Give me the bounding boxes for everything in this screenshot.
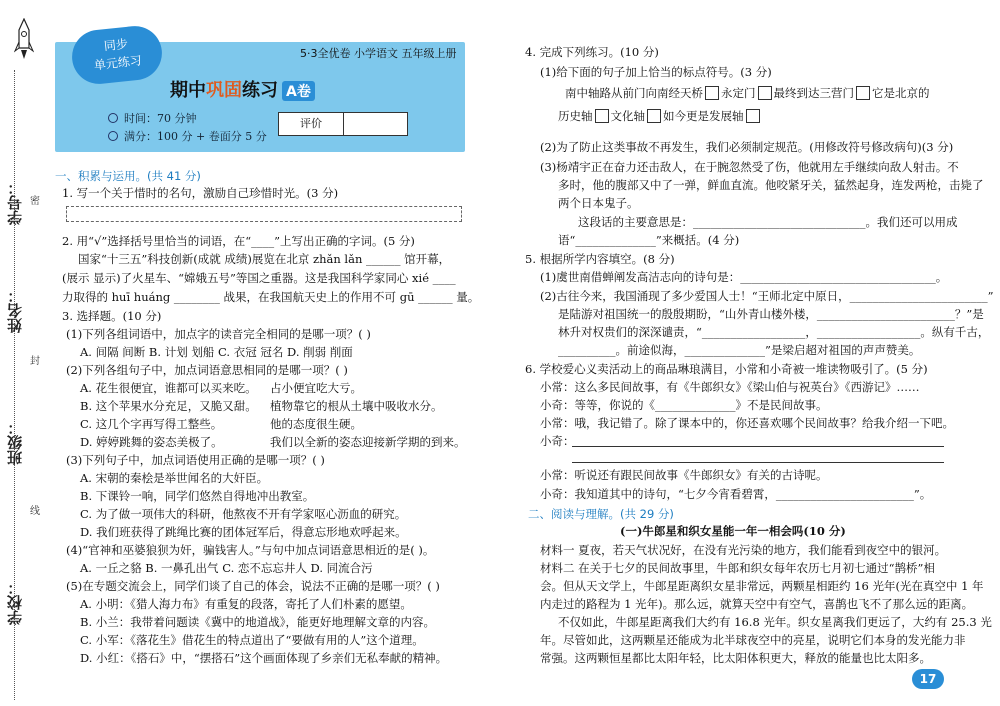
material-2-line4: 不仅如此，牛郎星距离我们大约有 16.8 光年。织女星离我们更远了，大约有 25.3 光 bbox=[558, 615, 992, 629]
q3-1: (1)下列各组词语中，加点字的读音完全相同的是哪一项？( ) bbox=[66, 327, 371, 341]
q4-3: (3)杨靖宇正在奋力还击敌人，在于腕忽然受了伤，他就用左手继续向敌人射击。不 bbox=[540, 160, 959, 174]
q3-5-b: B. 小兰：我带着问题读《冀中的地道战》，能更好地理解文章的内容。 bbox=[80, 615, 436, 629]
punct-box-3[interactable] bbox=[856, 86, 870, 100]
q4-2: (2)为了防止这类事故不再发生，我们必须制定规范。(用修改符号修改病句)(3 分) bbox=[540, 140, 954, 154]
punct-box-1[interactable] bbox=[705, 86, 719, 100]
q4-3-line4: 这段话的主要意思是：______________________________。我们还可以用成 bbox=[578, 215, 958, 229]
seal-mi: 密 bbox=[30, 196, 40, 207]
punct-box-5[interactable] bbox=[647, 109, 661, 123]
check-icon bbox=[108, 131, 118, 141]
q6-line4: 小奇： bbox=[540, 434, 575, 448]
punct-box-4[interactable] bbox=[595, 109, 609, 123]
q5-2: (2)古往今来，我国涌现了多少爱国人士！“王师北定中原日，________________________” bbox=[540, 289, 994, 303]
q5-2-line3: 林升对权贵们的深深谴责，“__________________，__________________。纵有千古， bbox=[558, 325, 990, 339]
name-label: 姓名： bbox=[6, 288, 24, 333]
question-2: 2. 用“√”选择括号里恰当的词语，在“____”上写出正确的字词。(5 分) bbox=[62, 234, 415, 248]
clock-icon bbox=[108, 113, 118, 123]
question-4: 4. 完成下列练习。(10 分) bbox=[525, 45, 659, 59]
q2-line1: 国家“十三五”科技创新(成就 成绩)展览在北京 zhǎn lǎn ______ 馆开幕， bbox=[78, 252, 451, 266]
series-label: 5·3全优卷 小学语文 五年级上册 bbox=[300, 47, 457, 60]
score-info: 满分：100 分 + 卷面分 5 分 bbox=[108, 128, 267, 144]
q3-5-a: A. 小明：《猎人海力布》有重复的段落，寄托了人们朴素的愿望。 bbox=[80, 597, 412, 611]
material-2-line5: 年。尽管如此，这两颗星还能成为北半球夜空中的亮星，说明它们本身的发光能力非 bbox=[540, 633, 966, 647]
q6-line2: 小奇：等等，你说的《______________》不是民间故事。 bbox=[540, 398, 828, 412]
q6-line3: 小常：哦，我记错了。除了课本中的，你还喜欢哪个民间故事？给我介绍一下吧。 bbox=[540, 416, 954, 430]
q6-line1: 小常：这么多民间故事，有《牛郎织女》《梁山伯与祝英台》《西游记》…… bbox=[540, 380, 920, 394]
punct-box-6[interactable] bbox=[746, 109, 760, 123]
question-6: 6. 学校爱心义卖活动上的商品琳琅满目，小常和小奇被一堆读物吸引了。(5 分) bbox=[525, 362, 928, 376]
rocket-icon bbox=[14, 18, 34, 60]
page-title: 期中巩固练习 A卷 bbox=[170, 76, 315, 102]
material-2: 材料二 在关于七夕的民间故事里，牛郎和织女每年农历七月初七通过“鹊桥”相 bbox=[540, 561, 935, 575]
q3-3-b: B. 下课铃一响，同学们悠然自得地冲出教室。 bbox=[80, 489, 315, 503]
q3-5-d: D. 小红：《搭石》中，“摆搭石”这个画面体现了乡亲们无私奉献的精神。 bbox=[80, 651, 448, 665]
evaluation-label: 评价 bbox=[300, 117, 322, 130]
punct-box-2[interactable] bbox=[758, 86, 772, 100]
q6-line6: 小奇：我知道其中的诗句，“七夕今宵看碧霄，________________________”。 bbox=[540, 487, 932, 501]
question-5: 5. 根据所学内容填空。(8 分) bbox=[525, 252, 675, 266]
answer-line-1[interactable] bbox=[572, 446, 944, 447]
q5-2-line2: 是陆游对祖国统一的殷殷期盼，“山外青山楼外楼，________________________？”是 bbox=[558, 307, 984, 321]
q4-3-line5: 语“______________”来概括。(4 分) bbox=[558, 233, 740, 247]
q3-3-a: A. 宋朝的秦桧是举世闻名的大奸臣。 bbox=[80, 471, 269, 485]
material-2-line6: 常强。这两颗恒星都比太阳年轻，比太阳体积更大，释放的能量也比太阳多。 bbox=[540, 651, 931, 665]
student-id-label: 学号： bbox=[6, 180, 24, 225]
q4-3-line2: 多时，他的腹部又中了一弹，鲜血直流。他咬紧牙关，猛然起身，连发两枪，击毙了 bbox=[558, 178, 984, 192]
q3-5: (5)在专题交流会上，同学们谈了自己的体会，说法不正确的是哪一项？( ) bbox=[66, 579, 440, 593]
class-label: 班级： bbox=[6, 420, 24, 465]
question-1: 1. 写一个关于惜时的名句，激励自己珍惜时光。(3 分) bbox=[62, 186, 339, 200]
page-number: 17 bbox=[912, 669, 944, 689]
evaluation-field[interactable] bbox=[343, 113, 407, 135]
q3-3: (3)下列句子中，加点词语使用正确的是哪一项？( ) bbox=[66, 453, 325, 467]
q3-1-options: A. 间隔 间断 B. 计划 划船 C. 衣冠 冠名 D. 削弱 削面 bbox=[80, 345, 353, 359]
q3-2-d2: 我们以全新的姿态迎接新学期的到来。 bbox=[270, 435, 466, 449]
q3-5-c: C. 小军：《落花生》借花生的特点道出了“要做有用的人”这个道理。 bbox=[80, 633, 424, 647]
section-2-title: 二、阅读与理解。(共 29 分) bbox=[528, 507, 674, 521]
evaluation-box bbox=[278, 112, 408, 136]
q2-line3: 力取得的 huī huáng ________ 战果，在我国航天史上的作用不可 gū ______ 量。 bbox=[62, 290, 480, 304]
q3-4: (4)“官神和巫婆狼狈为奸，骗钱害人。”与句中加点词语意思相近的是( )。 bbox=[66, 543, 435, 557]
school-label: 学校： bbox=[6, 580, 24, 625]
q6-line5: 小常：听说还有跟民间故事《牛郎织女》有关的古诗呢。 bbox=[540, 468, 828, 482]
q3-2-d: D. 婷婷跳舞的姿态美极了。 bbox=[80, 435, 223, 449]
q5-1: (1)虞世南借蝉阐发高洁志向的诗句是：__________________________________。 bbox=[540, 270, 948, 284]
answer-line-2[interactable] bbox=[572, 462, 944, 463]
time-info: 时间：70 分钟 bbox=[108, 110, 197, 126]
material-2-line2: 会。但从天文学上，牛郎星距离织女星非常远，两颗星相距约 16 光年(光在真空中 1 年 bbox=[540, 579, 984, 593]
q3-4-options: A. 一丘之貉 B. 一鼻孔出气 C. 恋不忘忘井人 D. 同流合污 bbox=[80, 561, 373, 575]
q3-2-c2: 他的态度很生硬。 bbox=[270, 417, 362, 431]
q4-1-line2: 历史轴 文化轴 如今更是发展轴 bbox=[558, 109, 762, 123]
q4-1-line1: 南中轴路从前门向南经天桥 永定门 最终到达三营门 它是北京的 bbox=[565, 86, 930, 100]
q3-2-a2: 占小便宜吃大亏。 bbox=[270, 381, 362, 395]
material-1: 材料一 夏夜，若天气状况好，在没有光污染的地方，我们能看到夜空中的银河。 bbox=[540, 543, 947, 557]
q3-3-c: C. 为了做一项伟大的科研，他熬夜不开有学家呕心沥血的研究。 bbox=[80, 507, 407, 521]
binding-strip bbox=[0, 0, 48, 706]
q3-2: (2)下列各组句子中，加点词语意思相同的是哪一项？( ) bbox=[66, 363, 348, 377]
q2-line2: (展示 显示)了火星车、“嫦娥五号”等国之重器。这是我国科学家同心 xié ____ bbox=[62, 271, 456, 285]
q3-2-a: A. 花生很便宜，谁都可以买来吃。 bbox=[80, 381, 257, 395]
q3-2-b: B. 这个苹果水分充足，又脆又甜。 bbox=[80, 399, 257, 413]
version-tag: A卷 bbox=[282, 81, 315, 101]
seal-feng: 封 bbox=[30, 356, 40, 367]
seal-xian: 线 bbox=[30, 506, 40, 517]
material-2-line3: 内走过的路程为 1 光年)。那么远，就算天空中有空气，喜鹊也飞不了那么远的距离。 bbox=[540, 597, 974, 611]
question-3: 3. 选择题。(10 分) bbox=[62, 309, 162, 323]
q4-3-line3: 两个日本鬼子。 bbox=[558, 196, 639, 210]
q3-2-c: C. 这几个字再写得工整些。 bbox=[80, 417, 223, 431]
section-1-title: 一、积累与运用。(共 41 分) bbox=[55, 169, 201, 183]
series-badge: 同步 单元练习 bbox=[69, 23, 164, 86]
q3-3-d: D. 我们班获得了跳绳比赛的团体冠军后，得意忘形地欢呼起来。 bbox=[80, 525, 407, 539]
answer-box-q1[interactable] bbox=[66, 206, 462, 222]
q5-2-line4: __________。前途似海，______________”是梁启超对祖国的声声赞美。 bbox=[558, 343, 921, 357]
q4-1: (1)给下面的句子加上恰当的标点符号。(3 分) bbox=[540, 65, 772, 79]
q3-2-b2: 植物靠它的根从土壤中吸收水分。 bbox=[270, 399, 443, 413]
reading-title: (一)牛郎星和织女星能一年一相会吗(10 分) bbox=[620, 524, 846, 538]
